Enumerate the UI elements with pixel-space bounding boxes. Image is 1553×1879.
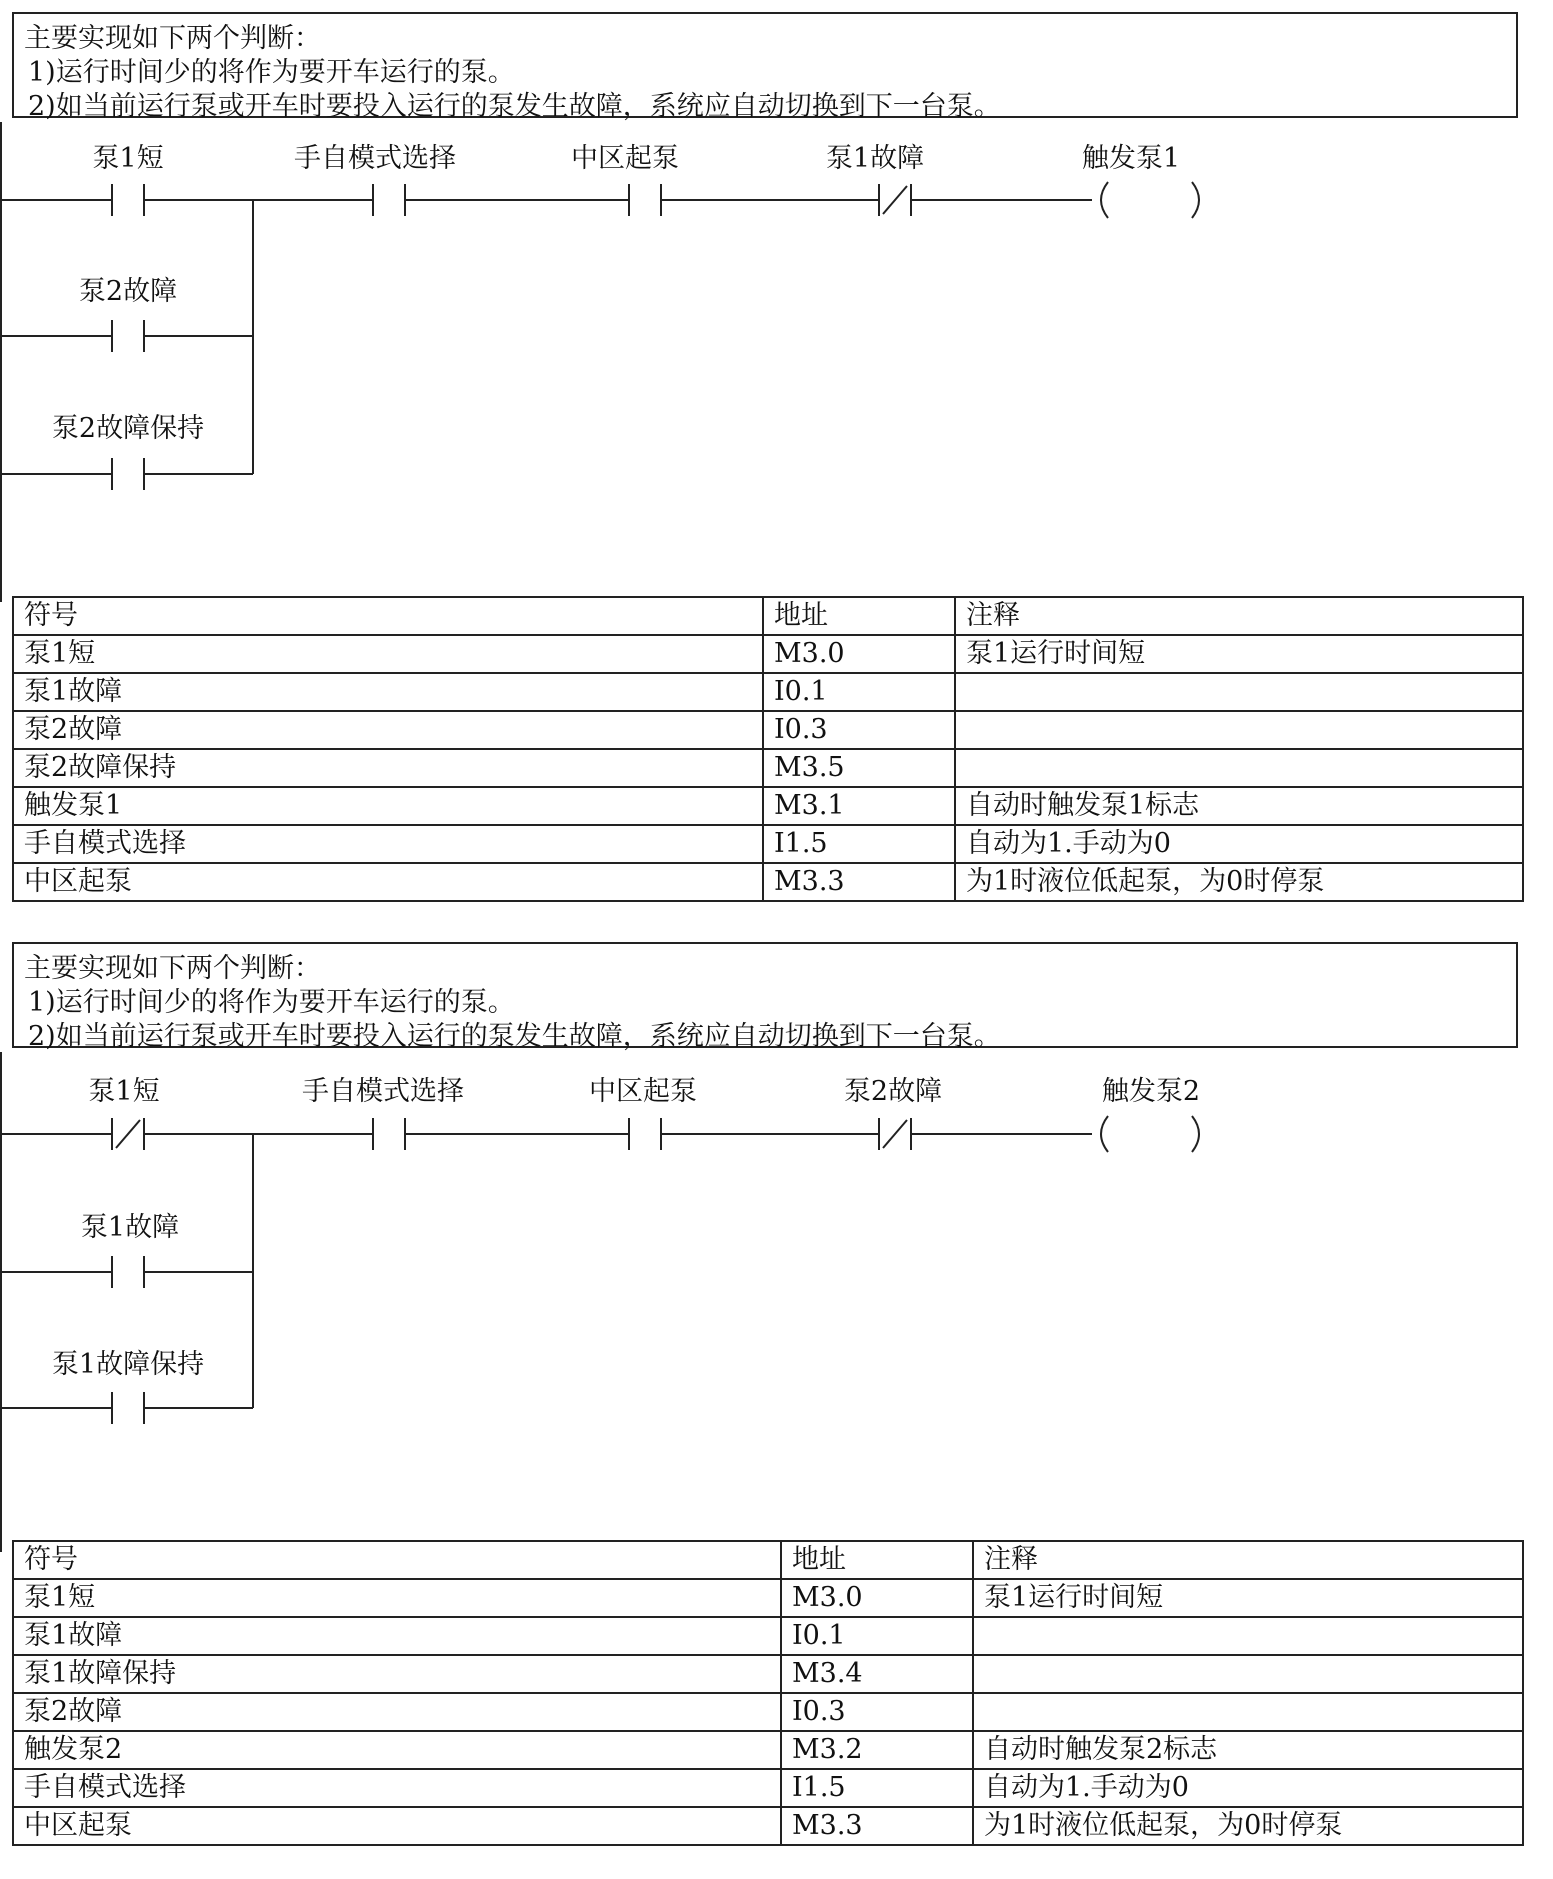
cell-comment: 自动时触发泵2标志 (973, 1731, 1523, 1769)
table-row (13, 863, 1523, 901)
table-row (13, 749, 1523, 787)
ladder-rung-1 (0, 130, 1553, 490)
contact-label-series2: 中区起泵 (571, 143, 679, 174)
table-row (13, 1655, 1523, 1693)
contact-label-series1: 手自模式选择 (294, 143, 456, 174)
cell-address: M3.2 (781, 1731, 973, 1769)
cell-address: M3.4 (781, 1655, 973, 1693)
cell-address: I1.5 (763, 825, 955, 863)
contact-label-branch2: 泵2故障 (78, 276, 178, 307)
cell-comment (973, 1655, 1523, 1693)
cell-comment (973, 1617, 1523, 1655)
cell-symbol: 泵1短 (13, 1579, 781, 1617)
cell-address: M3.3 (781, 1807, 973, 1845)
contact-label-series1: 手自模式选择 (302, 1076, 464, 1107)
cell-comment (955, 749, 1523, 787)
header-symbol: 符号 (13, 1541, 781, 1579)
cell-symbol: 泵1故障保持 (13, 1655, 781, 1693)
symbol-table-1 (12, 596, 1524, 902)
ladder-rung-2 (0, 1064, 1553, 1444)
table-row (13, 635, 1523, 673)
header-comment: 注释 (973, 1541, 1523, 1579)
contact-label-branch1: 泵1短 (92, 143, 164, 174)
coil-label: 触发泵2 (1101, 1076, 1201, 1107)
cell-address: I1.5 (781, 1769, 973, 1807)
table-row (13, 1579, 1523, 1617)
table-row (13, 1617, 1523, 1655)
cell-address: M3.5 (763, 749, 955, 787)
table-header-row (13, 597, 1523, 635)
cell-symbol: 泵1故障 (13, 1617, 781, 1655)
cell-comment: 泵1运行时间短 (973, 1579, 1523, 1617)
cell-address: M3.0 (781, 1579, 973, 1617)
note-line-1: 1)运行时间少的将作为要开车运行的泵。 (28, 987, 515, 1018)
cell-symbol: 泵1故障 (13, 673, 763, 711)
cell-address: M3.3 (763, 863, 955, 901)
cell-comment (955, 673, 1523, 711)
contact-label-series3: 泵2故障 (843, 1076, 943, 1107)
cell-symbol: 触发泵1 (13, 787, 763, 825)
cell-comment: 为1时液位低起泵，为0时停泵 (955, 863, 1523, 901)
cell-comment (955, 711, 1523, 749)
contact-label-branch1: 泵1短 (88, 1076, 160, 1107)
symbol-table-2 (12, 1540, 1524, 1846)
note-box-2 (12, 942, 1518, 1052)
cell-address: I0.3 (781, 1693, 973, 1731)
note-line-2: 2)如当前运行泵或开车时要投入运行的泵发生故障，系统应自动切换到下一台泵。 (28, 1021, 1001, 1052)
cell-symbol: 中区起泵 (13, 1807, 781, 1845)
cell-symbol: 中区起泵 (13, 863, 763, 901)
note-heading: 主要实现如下两个判断： (24, 23, 321, 54)
cell-address: M3.1 (763, 787, 955, 825)
table-row (13, 787, 1523, 825)
contact-label-series3: 泵1故障 (825, 143, 925, 174)
table-header-row (13, 1541, 1523, 1579)
cell-comment: 自动为1.手动为0 (955, 825, 1523, 863)
cell-symbol: 触发泵2 (13, 1731, 781, 1769)
table-row (13, 1769, 1523, 1807)
cell-symbol: 泵1短 (13, 635, 763, 673)
coil-label: 触发泵1 (1081, 143, 1181, 174)
table-row (13, 1693, 1523, 1731)
contact-label-branch3: 泵2故障保持 (51, 413, 205, 444)
table-row (13, 1731, 1523, 1769)
cell-symbol: 泵2故障 (13, 1693, 781, 1731)
header-comment: 注释 (955, 597, 1523, 635)
cell-address: I0.3 (763, 711, 955, 749)
cell-comment (973, 1693, 1523, 1731)
contact-label-branch2: 泵1故障 (80, 1212, 180, 1243)
cell-symbol: 手自模式选择 (13, 825, 763, 863)
table-row (13, 673, 1523, 711)
table-row (13, 711, 1523, 749)
note-heading: 主要实现如下两个判断： (24, 953, 321, 984)
cell-address: M3.0 (763, 635, 955, 673)
cell-comment: 泵1运行时间短 (955, 635, 1523, 673)
cell-symbol: 泵2故障 (13, 711, 763, 749)
cell-symbol: 泵2故障保持 (13, 749, 763, 787)
cell-address: I0.1 (763, 673, 955, 711)
header-address: 地址 (763, 597, 955, 635)
cell-symbol: 手自模式选择 (13, 1769, 781, 1807)
table-row (13, 825, 1523, 863)
table-row (13, 1807, 1523, 1845)
header-symbol: 符号 (13, 597, 763, 635)
cell-comment: 自动为1.手动为0 (973, 1769, 1523, 1807)
cell-address: I0.1 (781, 1617, 973, 1655)
contact-label-branch3: 泵1故障保持 (51, 1349, 205, 1380)
cell-comment: 自动时触发泵1标志 (955, 787, 1523, 825)
note-line-1: 1)运行时间少的将作为要开车运行的泵。 (28, 57, 515, 88)
cell-comment: 为1时液位低起泵，为0时停泵 (973, 1807, 1523, 1845)
header-address: 地址 (781, 1541, 973, 1579)
note-box-1 (12, 12, 1518, 122)
contact-label-series2: 中区起泵 (589, 1076, 697, 1107)
note-line-2: 2)如当前运行泵或开车时要投入运行的泵发生故障，系统应自动切换到下一台泵。 (28, 91, 1001, 122)
